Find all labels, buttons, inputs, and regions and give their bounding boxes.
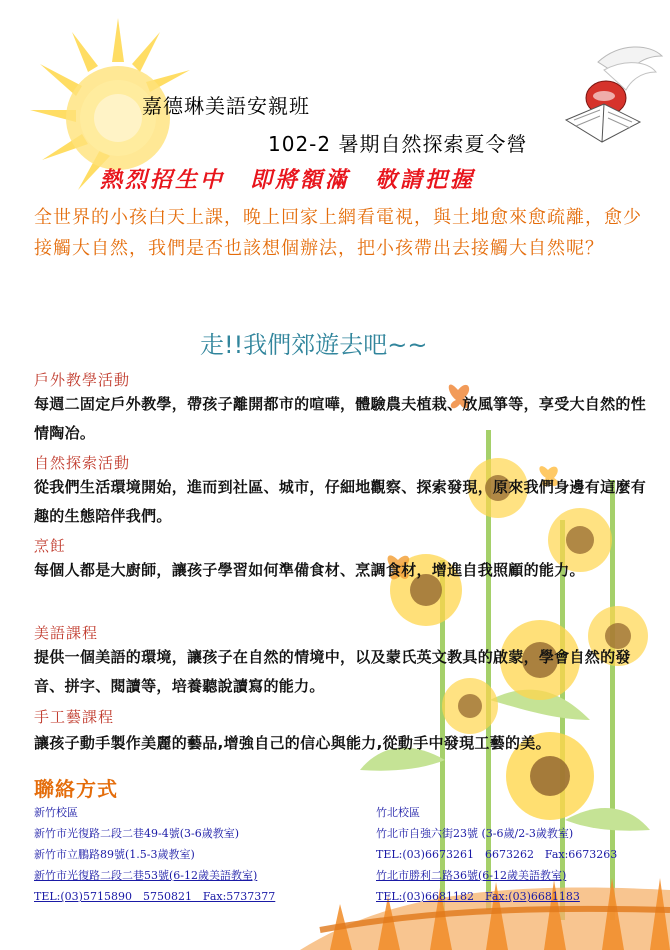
- school-name: 嘉德琳美語安親班: [142, 94, 310, 118]
- section-body-english: 提供一個美語的環境，讓孩子在自然的情境中，以及蒙氏英文教具的啟蒙，學會自然的發音、拼字、閱讀等，培養聽說讀寫的能力。: [34, 648, 631, 695]
- recruit-slogan: 熱烈招生中 即將額滿 敬請把握: [100, 168, 476, 193]
- zhubei-phone-2: TEL:(03)6681182 Fax:(03)6681183: [376, 890, 580, 903]
- zhubei-address-1: 竹北市自強六街23號 (3-6歲/2-3歲教室): [376, 827, 574, 840]
- zhubei-campus-name: 竹北校區: [376, 806, 420, 819]
- zhubei-phone-1: TEL:(03)6673261 6673262 Fax:6673263: [376, 848, 618, 861]
- contact-heading: 聯絡方式: [34, 777, 118, 801]
- section-title-nature: 自然探索活動: [34, 454, 131, 472]
- hsinchu-campus-name: 新竹校區: [34, 806, 78, 819]
- hsinchu-address-3: 新竹市光復路二段二巷53號(6-12歲美語教室): [34, 869, 258, 882]
- zhubei-address-2: 竹北市勝利二路36號(6-12歲美語教室): [376, 869, 567, 882]
- section-body-nature: 從我們生活環境開始，進而到社區、城市，仔細地觀察、探索發現，原來我們身邊有這麼有趣的生態陪伴我們。: [34, 478, 647, 525]
- section-body-outdoor: 每週二固定戶外教學，帶孩子離開都市的喧嘩，體驗農夫植栽、放風箏等，享受大自然的性情陶冶。: [34, 395, 647, 442]
- section-title-cooking: 烹飪: [34, 537, 67, 555]
- section-body-cooking: 每個人都是大廚師，讓孩子學習如何準備食材、烹調食材，增進自我照顧的能力。: [34, 561, 585, 579]
- section-body-crafts: 讓孩子動手製作美麗的藝品,增強自己的信心與能力,從動手中發現工藝的美。: [34, 734, 551, 752]
- hsinchu-phone: TEL:(03)5715890 5750821 Fax:5737377: [34, 890, 276, 903]
- zhubei-campus-contact: [376, 802, 617, 907]
- winged-book-icon: [566, 47, 662, 142]
- intro-paragraph: 全世界的小孩白天上課，晚上回家上網看電視，與土地愈來愈疏離，愈少接觸大自然，我們是否也該想個辦法，把小孩帶出去接觸大自然呢？: [34, 207, 642, 259]
- section-title-english: 美語課程: [34, 624, 99, 642]
- hsinchu-address-1: 新竹市光復路二段二巷49-4號(3-6歲教室): [34, 827, 240, 840]
- outing-slogan: 走!!我們郊遊去吧~~: [200, 331, 428, 359]
- camp-title: 102-2 暑期自然探索夏令營: [268, 132, 528, 156]
- section-title-outdoor: 戶外教學活動: [34, 371, 131, 389]
- hsinchu-address-2: 新竹市立鵬路89號(1.5-3歲教室): [34, 848, 195, 861]
- section-title-crafts: 手工藝課程: [34, 708, 115, 726]
- hsinchu-campus-contact: [34, 802, 275, 907]
